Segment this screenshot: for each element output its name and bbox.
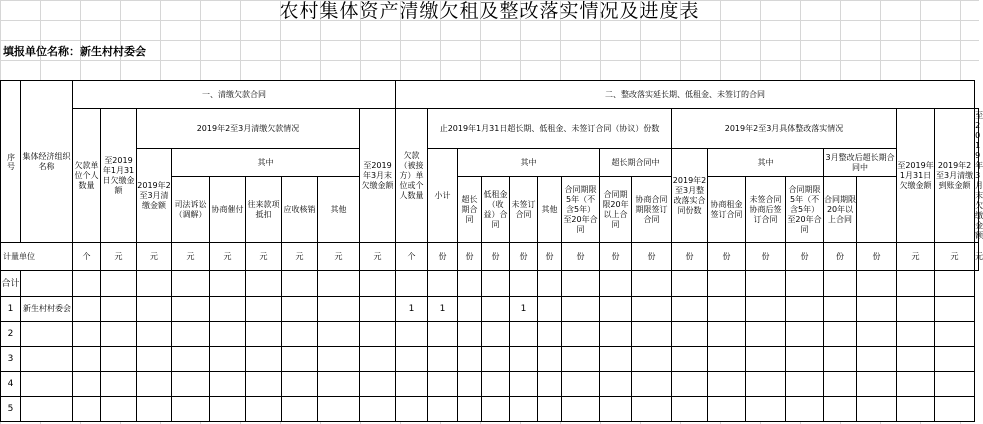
unit-cell: 份	[600, 243, 632, 271]
table-cell[interactable]	[935, 297, 975, 322]
table-cell[interactable]	[210, 347, 246, 372]
header-jan31-amount: 至2019年1月31日欠缴金额	[897, 109, 935, 243]
table-cell[interactable]	[786, 397, 824, 422]
header-mar-over20: 合同期限20年以上合同	[824, 177, 857, 243]
table-cell[interactable]	[246, 297, 282, 322]
table-cell[interactable]	[857, 347, 897, 372]
table-cell[interactable]	[396, 347, 428, 372]
header-long-term-of: 超长期合同中	[600, 149, 672, 177]
table-cell[interactable]	[600, 397, 632, 422]
table-cell[interactable]	[318, 372, 360, 397]
table-cell[interactable]	[857, 397, 897, 422]
table-cell[interactable]	[318, 271, 360, 297]
table-cell[interactable]	[935, 397, 975, 422]
table-cell[interactable]	[600, 297, 632, 322]
row-number: 1	[1, 297, 21, 322]
table-cell[interactable]	[482, 397, 510, 422]
table-cell[interactable]	[538, 397, 562, 422]
table-cell[interactable]	[246, 397, 282, 422]
table-cell[interactable]: 1	[510, 297, 538, 322]
table-cell[interactable]	[73, 297, 101, 322]
table-cell[interactable]	[482, 271, 510, 297]
unit-cell: 份	[672, 243, 708, 271]
header-end-owed: 至2019年3月末欠缴金额	[360, 109, 396, 243]
table-cell[interactable]	[360, 347, 396, 372]
table-cell[interactable]	[246, 347, 282, 372]
table-cell[interactable]	[101, 347, 137, 372]
table-cell[interactable]	[632, 372, 672, 397]
table-cell[interactable]	[101, 322, 137, 347]
table-cell[interactable]	[897, 347, 935, 372]
table-cell[interactable]	[282, 297, 318, 322]
header-subtotal: 小计	[428, 149, 458, 243]
table-cell[interactable]	[935, 271, 975, 297]
table-cell[interactable]	[428, 347, 458, 372]
table-cell[interactable]	[510, 322, 538, 347]
table-cell[interactable]	[786, 271, 824, 297]
table-cell[interactable]	[538, 372, 562, 397]
header-febmar-status: 2019年2至3月清缴欠款情况	[137, 109, 360, 149]
unit-cell: 元	[318, 243, 360, 271]
header-febmar-fix: 2019年2至3月具体整改落实情况	[672, 109, 897, 149]
header-fix-count: 2019年2至3月整改落实合同份数	[672, 149, 708, 243]
table-cell[interactable]	[746, 372, 786, 397]
table-cell[interactable]	[210, 271, 246, 297]
table-cell[interactable]	[935, 322, 975, 347]
table-cell[interactable]	[672, 271, 708, 297]
table-cell[interactable]	[318, 397, 360, 422]
header-long-term: 超长期合同	[458, 177, 482, 243]
table-cell[interactable]	[458, 372, 482, 397]
table-cell[interactable]	[137, 297, 172, 322]
table-cell[interactable]	[897, 397, 935, 422]
unit-cell: 份	[510, 243, 538, 271]
table-cell[interactable]	[632, 271, 672, 297]
table-cell[interactable]	[672, 297, 708, 322]
table-cell[interactable]	[396, 372, 428, 397]
table-cell[interactable]	[73, 347, 101, 372]
header-debtor-count: 欠款单位个人数量	[73, 109, 101, 243]
header-renegotiate: 协商合同期限签订合同	[632, 177, 672, 243]
table-cell[interactable]	[101, 372, 137, 397]
table-cell[interactable]	[672, 372, 708, 397]
table-cell[interactable]	[137, 322, 172, 347]
table-cell[interactable]	[538, 322, 562, 347]
table-cell[interactable]	[360, 322, 396, 347]
header-org: 集体经济组织名称	[21, 81, 73, 243]
unit-cell: 份	[482, 243, 510, 271]
table-cell[interactable]	[137, 271, 172, 297]
unit-row-label: 计量单位	[1, 243, 73, 271]
unit-cell: 元	[101, 243, 137, 271]
table-cell[interactable]	[396, 322, 428, 347]
table-cell[interactable]	[857, 297, 897, 322]
table-cell[interactable]	[708, 347, 746, 372]
table-cell[interactable]	[428, 397, 458, 422]
table-cell[interactable]	[21, 397, 73, 422]
table-cell[interactable]	[73, 372, 101, 397]
header-of-which-2: 其中	[458, 149, 600, 177]
table-cell[interactable]	[562, 347, 600, 372]
header-unsigned-fixed: 未签合同协商后签订合同	[746, 177, 786, 243]
table-cell[interactable]	[708, 322, 746, 347]
table-cell[interactable]	[318, 297, 360, 322]
header-jan31-owed: 至2019年1月31日欠缴金额	[101, 109, 137, 243]
table-cell[interactable]	[935, 347, 975, 372]
table-cell[interactable]	[708, 271, 746, 297]
table-cell[interactable]	[672, 322, 708, 347]
table-cell[interactable]	[672, 397, 708, 422]
table-cell[interactable]	[857, 322, 897, 347]
table-cell[interactable]	[172, 372, 210, 397]
table-cell[interactable]	[73, 271, 101, 297]
table-cell[interactable]	[510, 372, 538, 397]
table-cell[interactable]	[396, 397, 428, 422]
table-cell[interactable]	[824, 322, 857, 347]
table-cell[interactable]	[632, 297, 672, 322]
table-cell[interactable]	[632, 322, 672, 347]
table-cell[interactable]	[137, 347, 172, 372]
header-writeoff: 应收核销	[282, 177, 318, 243]
table-cell[interactable]	[482, 297, 510, 322]
table-row	[1, 322, 979, 347]
unit-cell: 份	[458, 243, 482, 271]
header-of-which-3: 其中	[708, 149, 824, 177]
table-cell[interactable]	[746, 347, 786, 372]
header-mar-within20: 合同期限5年（不含5年）至20年合同	[786, 177, 824, 243]
unit-cell: 元	[360, 243, 396, 271]
table-cell[interactable]	[600, 322, 632, 347]
header-over20: 合同期限20年以上合同	[600, 177, 632, 243]
table-cell[interactable]	[935, 372, 975, 397]
table-cell[interactable]	[746, 322, 786, 347]
header-g2-debtor: 欠款（被接方）单位或个人数量	[396, 109, 428, 243]
header-of-which: 其中	[172, 149, 360, 177]
report-title: 农村集体资产清缴欠租及整改落实情况及进度表	[279, 0, 700, 22]
table-cell[interactable]	[428, 322, 458, 347]
table-cell[interactable]	[482, 322, 510, 347]
unit-cell: 份	[538, 243, 562, 271]
table-cell[interactable]	[360, 397, 396, 422]
unit-cell: 份	[632, 243, 672, 271]
table-cell[interactable]	[672, 347, 708, 372]
table-cell[interactable]	[708, 297, 746, 322]
row-number: 3	[1, 347, 21, 372]
table-cell[interactable]: 1	[396, 297, 428, 322]
unit-cell: 份	[746, 243, 786, 271]
table-cell[interactable]	[632, 397, 672, 422]
table-cell[interactable]	[708, 397, 746, 422]
table-cell[interactable]	[101, 271, 137, 297]
table-cell[interactable]	[786, 347, 824, 372]
table-cell[interactable]	[897, 322, 935, 347]
table-cell[interactable]	[824, 372, 857, 397]
header-low-rent: 低租金（收益）合同	[482, 177, 510, 243]
table-cell[interactable]	[172, 322, 210, 347]
table-cell[interactable]	[538, 271, 562, 297]
table-cell[interactable]	[458, 271, 482, 297]
unit-cell: 份	[708, 243, 746, 271]
reporting-unit-name: 新生村村委会	[80, 45, 146, 58]
table-cell[interactable]	[137, 397, 172, 422]
table-cell[interactable]	[786, 297, 824, 322]
table-cell[interactable]	[482, 347, 510, 372]
table-cell[interactable]	[137, 372, 172, 397]
header-negotiate: 协商催付	[210, 177, 246, 243]
header-group-rectification: 二、整改落实延长期、低租金、未签订的合同	[396, 81, 975, 109]
table-cell[interactable]	[21, 347, 73, 372]
table-cell[interactable]	[458, 397, 482, 422]
table-cell[interactable]	[360, 297, 396, 322]
reporting-unit-label: 填报单位名称：	[3, 45, 80, 58]
table-cell[interactable]	[210, 372, 246, 397]
table-cell[interactable]	[562, 271, 600, 297]
table-cell[interactable]	[73, 397, 101, 422]
header-row-4	[1, 149, 979, 177]
table-cell[interactable]	[21, 322, 73, 347]
header-deduct: 往来款项抵扣	[246, 177, 282, 243]
table-cell[interactable]	[360, 372, 396, 397]
row-number: 5	[1, 397, 21, 422]
row-number: 4	[1, 372, 21, 397]
table-cell[interactable]	[172, 347, 210, 372]
table-cell[interactable]	[897, 372, 935, 397]
header-contracts-jan31: 止2019年1月31日超长期、低租金、未签订合同（协议）份数	[428, 109, 672, 149]
table-cell[interactable]	[172, 397, 210, 422]
unit-cell: 份	[824, 243, 857, 271]
unit-cell: 元	[210, 243, 246, 271]
table-cell[interactable]	[428, 271, 458, 297]
unit-cell: 个	[73, 243, 101, 271]
header-other-2: 其他	[538, 177, 562, 243]
header-febmar-amount: 2019年2至3月清缴金额	[137, 149, 172, 243]
table-cell[interactable]	[282, 271, 318, 297]
table-cell[interactable]	[562, 372, 600, 397]
table-cell[interactable]	[562, 297, 600, 322]
report-table	[0, 80, 983, 422]
table-cell[interactable]	[824, 271, 857, 297]
table-cell[interactable]	[282, 322, 318, 347]
table-cell[interactable]	[632, 347, 672, 372]
table-cell[interactable]	[510, 271, 538, 297]
table-cell[interactable]	[562, 322, 600, 347]
unit-cell: 元	[975, 243, 979, 271]
table-cell[interactable]	[458, 347, 482, 372]
table-cell[interactable]	[538, 297, 562, 322]
table-cell[interactable]	[600, 271, 632, 297]
table-cell[interactable]	[562, 397, 600, 422]
unit-cell: 元	[172, 243, 210, 271]
unit-cell: 份	[428, 243, 458, 271]
table-cell[interactable]	[458, 297, 482, 322]
table-cell[interactable]	[897, 271, 935, 297]
unit-cell: 元	[246, 243, 282, 271]
header-within20: 合同期限5年（不含5年）至20年合同	[562, 177, 600, 243]
table-cell[interactable]	[172, 297, 210, 322]
table-cell[interactable]	[210, 322, 246, 347]
table-cell[interactable]	[21, 271, 73, 297]
table-cell[interactable]	[600, 347, 632, 372]
table-cell[interactable]	[396, 271, 428, 297]
table-cell[interactable]	[510, 397, 538, 422]
table-row	[1, 372, 979, 397]
header-group-clear-arrears: 一、清缴欠款合同	[73, 81, 396, 109]
table-cell[interactable]	[318, 347, 360, 372]
table-cell[interactable]	[282, 347, 318, 372]
table-cell[interactable]	[857, 372, 897, 397]
table-cell[interactable]	[897, 297, 935, 322]
table-cell[interactable]	[786, 372, 824, 397]
unit-cell: 元	[282, 243, 318, 271]
table-cell[interactable]	[824, 397, 857, 422]
table-cell[interactable]	[21, 372, 73, 397]
table-cell[interactable]	[246, 271, 282, 297]
table-cell[interactable]	[600, 372, 632, 397]
header-row-2	[1, 109, 979, 137]
table-cell[interactable]	[246, 372, 282, 397]
unit-cell: 份	[562, 243, 600, 271]
table-cell[interactable]	[482, 372, 510, 397]
header-lawsuit: 司法诉讼（调解）	[172, 177, 210, 243]
total-row	[1, 271, 979, 297]
total-row-label: 合计	[1, 271, 21, 297]
row-number: 2	[1, 322, 21, 347]
reporting-unit-line	[3, 45, 146, 59]
table-cell[interactable]	[73, 322, 101, 347]
table-cell[interactable]	[246, 322, 282, 347]
table-cell[interactable]	[210, 397, 246, 422]
table-cell[interactable]	[282, 372, 318, 397]
unit-row	[1, 243, 979, 271]
table-cell[interactable]	[824, 347, 857, 372]
table-cell[interactable]	[746, 397, 786, 422]
table-cell[interactable]	[101, 297, 137, 322]
table-cell[interactable]	[786, 322, 824, 347]
table-cell[interactable]	[282, 397, 318, 422]
header-row-1	[1, 81, 979, 109]
table-cell[interactable]	[510, 347, 538, 372]
table-cell[interactable]	[360, 271, 396, 297]
table-row	[1, 347, 979, 372]
table-cell[interactable]: 1	[428, 297, 458, 322]
unit-cell: 元	[935, 243, 975, 271]
table-cell[interactable]	[210, 297, 246, 322]
header-unsigned: 未签订合同	[510, 177, 538, 243]
table-cell[interactable]	[318, 322, 360, 347]
header-mar-end-owed: 至2019年3月末欠缴金额	[975, 109, 979, 243]
table-row	[1, 397, 979, 422]
table-row	[1, 297, 979, 322]
table-cell[interactable]	[824, 297, 857, 322]
table-cell[interactable]	[708, 372, 746, 397]
table-cell[interactable]	[101, 397, 137, 422]
unit-cell: 元	[897, 243, 935, 271]
unit-cell: 份	[857, 243, 897, 271]
row-org-name[interactable]: 新生村村委会	[21, 297, 73, 322]
header-other: 其他	[318, 177, 360, 243]
table-cell[interactable]	[746, 271, 786, 297]
table-cell[interactable]	[428, 372, 458, 397]
table-cell[interactable]	[857, 271, 897, 297]
unit-cell: 个	[396, 243, 428, 271]
table-cell[interactable]	[458, 322, 482, 347]
unit-cell: 元	[137, 243, 172, 271]
header-seq: 序号	[1, 81, 21, 243]
table-cell[interactable]	[172, 271, 210, 297]
header-rent-sign: 协商租金签订合同	[708, 177, 746, 243]
header-febmar-collect: 2019年2至3月清缴到账金额	[935, 109, 975, 243]
table-cell[interactable]	[746, 297, 786, 322]
table-cell[interactable]	[538, 347, 562, 372]
unit-cell: 份	[786, 243, 824, 271]
header-mar-long-of: 3月整改后超长期合同中	[824, 149, 897, 177]
